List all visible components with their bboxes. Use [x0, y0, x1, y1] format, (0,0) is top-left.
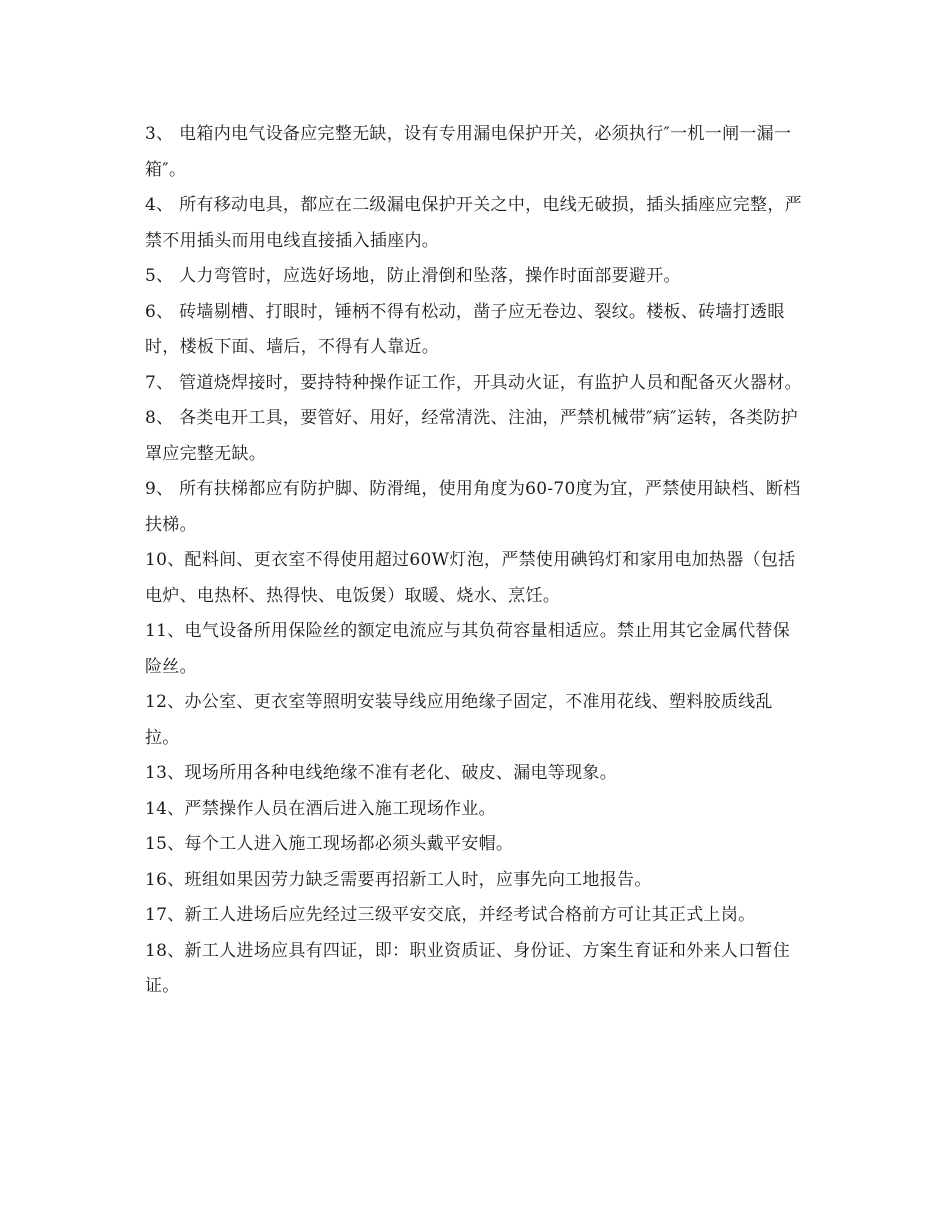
list-item: 4、 所有移动电具，都应在二级漏电保护开关之中，电线无破损，插头插座应完整，严禁不用插头而用电线直接插入插座内。 [145, 195, 802, 251]
list-item: 14、严禁操作人员在酒后进入施工现场作业。 [145, 798, 496, 819]
document-body [145, 117, 805, 1005]
list-item: 13、现场所用各种电线绝缘不准有老化、破皮、漏电等现象。 [145, 763, 618, 783]
list-item: 3、 电箱内电气设备应完整无缺，设有专用漏电保护开关，必须执行″一机一闸一漏一箱″。 [145, 124, 792, 180]
list-item: 11、电气设备所用保险丝的额定电流应与其负荷容量相适应。禁止用其它金属代替保险丝。 [145, 621, 791, 677]
list-item: 16、班组如果因劳力缺乏需要再招新工人时，应事先向工地报告。 [145, 869, 652, 890]
list-item: 7、 管道烧焊接时，要持特种操作证工作，开具动火证，有监护人员和配备灭火器材。 [145, 372, 802, 393]
list-item: 10、配料间、更衣室不得使用超过60W灯泡，严禁使用碘钨灯和家用电加热器（包括电炉、电热杯、热得快、电饭煲）取暖、烧水、烹饪。 [145, 550, 796, 606]
list-item: 15、每个工人进入施工现场都必须头戴平安帽。 [145, 834, 514, 854]
list-item: 9、 所有扶梯都应有防护脚、防滑绳，使用角度为60-70度为宜，严禁使用缺档、断档扶梯。 [145, 479, 801, 535]
list-item: 17、新工人进场后应先经过三级平安交底，并经考试合格前方可让其正式上岗。 [145, 905, 756, 925]
list-item: 12、办公室、更衣室等照明安装导线应用绝缘子固定，不准用花线、塑料胶质线乱拉。 [145, 692, 773, 748]
list-item: 18、新工人进场应具有四证，即：职业资质证、身份证、方案生育证和外来人口暂住证。 [145, 940, 791, 996]
list-item: 5、 人力弯管时，应选好场地，防止滑倒和坠落，操作时面部要避开。 [145, 266, 681, 286]
list-item: 8、 各类电开工具，要管好、用好，经常清洗、注油，严禁机械带″病″运转，各类防护罩应完整无缺。 [145, 408, 798, 464]
list-item: 6、 砖墙剔槽、打眼时，锤柄不得有松动，凿子应无卷边、裂纹。楼板、砖墙打透眼时，楼板下面、墙后，不得有人靠近。 [145, 301, 785, 357]
